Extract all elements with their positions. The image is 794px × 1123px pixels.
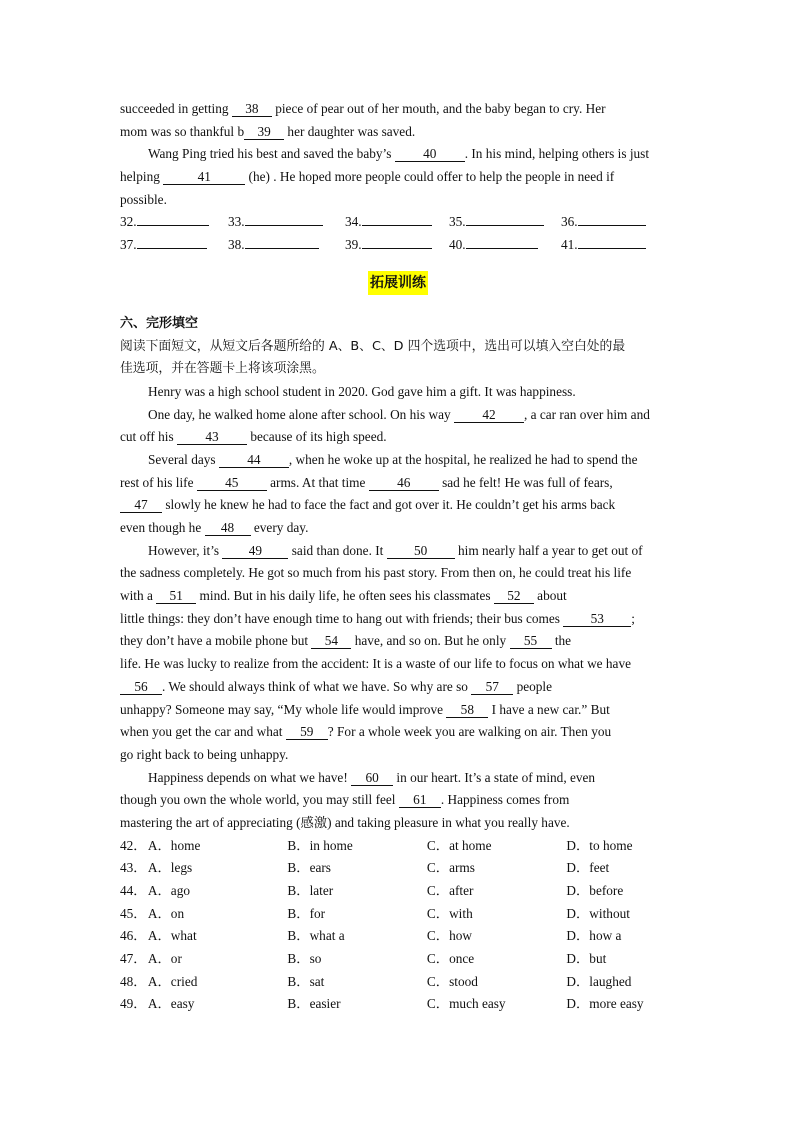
passage-line: even though he 48 every day.: [120, 520, 309, 536]
options-list: [120, 835, 676, 1017]
passage-line: Happiness depends on what we have! 60 in our heart. It’s a state of mind, even: [148, 769, 596, 785]
passage-line: succeeded in getting 38 piece of pear out of her mouth, and the baby began to cry. Her: [120, 101, 606, 116]
option-a[interactable]: A．home: [147, 837, 201, 853]
option-d[interactable]: D．without: [566, 905, 630, 921]
answer-blank[interactable]: 40.: [449, 234, 561, 257]
blank-38: 38: [232, 101, 272, 117]
option-d[interactable]: D．laughed: [566, 973, 632, 989]
option-b[interactable]: B．later: [287, 883, 334, 899]
passage-line: cut off his 43 because of its high speed.: [120, 429, 387, 445]
option-d[interactable]: D．more easy: [566, 996, 644, 1012]
answer-blank[interactable]: 37.: [120, 234, 228, 257]
option-b[interactable]: B．sat: [287, 973, 325, 989]
option-a[interactable]: A．what: [147, 928, 197, 944]
option-c[interactable]: C．once: [426, 951, 475, 967]
option-c[interactable]: C．at home: [426, 837, 492, 853]
blank-40: 40: [395, 146, 465, 162]
passage-line: with a 51 mind. But in his daily life, he often sees his classmates 52 about: [120, 588, 567, 604]
answer-blank[interactable]: 33.: [228, 211, 345, 234]
blank-39: 39: [244, 124, 284, 140]
passage-line: 47 slowly he knew he had to face the fact and got over it. He couldn’t get his arms back: [120, 494, 676, 517]
option-b[interactable]: B．so: [287, 951, 322, 967]
answer-blank[interactable]: 34.: [345, 211, 449, 234]
option-b[interactable]: B．easier: [287, 996, 341, 1012]
passage-line: unhappy? Someone may say, “My whole life would improve 58 I have a new car.” But: [120, 701, 610, 717]
option-c[interactable]: C．arms: [426, 860, 475, 876]
option-a[interactable]: A．cried: [147, 973, 198, 989]
cloze-passage: [120, 381, 676, 835]
question-number: 49．: [120, 996, 147, 1012]
instructions-line: 佳选项，并在答题卡上将该项涂黑。: [120, 361, 325, 377]
question-options: [120, 835, 676, 858]
question-number: 42．: [120, 837, 147, 853]
passage-line: when you get the car and what 59 ? For a whole week you are walking on air. Then you: [120, 724, 612, 740]
question-options: [120, 925, 676, 948]
option-a[interactable]: A．legs: [147, 860, 193, 876]
answer-blanks: [120, 211, 676, 256]
passage-line: go right back to being unhappy.: [120, 746, 289, 762]
question-number: 45．: [120, 905, 147, 921]
passage-line: Wang Ping tried his best and saved the baby’s 40 . In his mind, helping others is just: [148, 146, 650, 162]
blank-47: 47: [120, 497, 162, 513]
blank-42: 42: [454, 407, 524, 423]
answer-row: [120, 211, 676, 234]
blank-44: 44: [219, 452, 289, 468]
passage-line: helping 41 (he) . He hoped more people could offer to help the people in need if: [120, 169, 615, 185]
question-number: 48．: [120, 973, 147, 989]
answer-blank[interactable]: 41.: [561, 234, 661, 257]
option-c[interactable]: C．stood: [426, 973, 478, 989]
blank-48: 48: [205, 520, 251, 536]
option-a[interactable]: A．easy: [147, 996, 195, 1012]
question-options: [120, 993, 676, 1016]
option-a[interactable]: A．on: [147, 905, 185, 921]
passage-line: the sadness completely. He got so much from his past story. From then on, he could treat his life: [120, 565, 632, 581]
blank-41: 41: [163, 169, 245, 185]
option-b[interactable]: B．for: [287, 905, 326, 921]
question-number: 43．: [120, 860, 147, 876]
blank-57: 57: [471, 679, 513, 695]
answer-blank[interactable]: 35.: [449, 211, 561, 234]
option-c[interactable]: C．much easy: [426, 996, 506, 1012]
passage-line: 56 . We should always think of what we have. So why are so 57 people: [120, 676, 676, 699]
passage-line: mastering the art of appreciating (感激) and taking pleasure in what you really have.: [120, 814, 570, 830]
option-c[interactable]: C．how: [426, 928, 472, 944]
option-d[interactable]: D．feet: [566, 860, 610, 876]
blank-46: 46: [369, 475, 439, 491]
option-d[interactable]: D．before: [566, 883, 624, 899]
option-a[interactable]: A．ago: [147, 883, 191, 899]
section-heading: 拓展训练: [368, 271, 428, 295]
blank-51: 51: [156, 588, 196, 604]
question-options: [120, 857, 676, 880]
blank-43: 43: [177, 429, 247, 445]
passage-line: rest of his life 45 arms. At that time 46 sad he felt! He was full of fears,: [120, 474, 613, 490]
passage-line: However, it’s 49 said than done. It 50 him nearly half a year to get out of: [148, 542, 643, 558]
passage-line: they don’t have a mobile phone but 54 have, and so on. But he only 55 the: [120, 633, 572, 649]
heading-wrap: [120, 271, 676, 297]
blank-55: 55: [510, 633, 552, 649]
passage-line: Several days 44 , when he woke up at the hospital, he realized he had to spend the: [148, 451, 638, 467]
question-number: 46．: [120, 928, 147, 944]
option-d[interactable]: D．how a: [566, 928, 622, 944]
blank-50: 50: [387, 543, 455, 559]
option-b[interactable]: B．in home: [287, 837, 353, 853]
option-b[interactable]: B．ears: [287, 860, 331, 876]
option-d[interactable]: D．to home: [566, 837, 633, 853]
passage-line: possible.: [120, 191, 167, 207]
question-options: [120, 903, 676, 926]
blank-54: 54: [311, 633, 351, 649]
section-title: 六、完形填空: [120, 315, 199, 331]
question-options: [120, 948, 676, 971]
answer-row: [120, 234, 676, 257]
passage-line: life. He was lucky to realize from the accident: It is a waste of our life to focus on what we have: [120, 656, 632, 672]
option-c[interactable]: C．with: [426, 905, 473, 921]
blank-53: 53: [563, 611, 631, 627]
passage-line: though you own the whole world, you may still feel 61 . Happiness comes from: [120, 792, 570, 808]
document-page: [120, 98, 676, 1016]
answer-blank[interactable]: 39.: [345, 234, 449, 257]
blank-61: 61: [399, 792, 441, 808]
passage-line: One day, he walked home alone after school. On his way 42 , a car ran over him and: [148, 406, 650, 422]
answer-blank[interactable]: 38.: [228, 234, 345, 257]
answer-blank[interactable]: 32.: [120, 211, 228, 234]
question-options: [120, 880, 676, 903]
blank-52: 52: [494, 588, 534, 604]
blank-58: 58: [446, 702, 488, 718]
answer-blank[interactable]: 36.: [561, 211, 661, 234]
question-number: 47．: [120, 951, 147, 967]
question-number: 44．: [120, 883, 147, 899]
passage-line: little things: they don’t have enough time to hang out with friends; their bus comes 53 ;: [120, 610, 635, 626]
option-a[interactable]: A．or: [147, 951, 182, 967]
blank-60: 60: [351, 770, 393, 786]
blank-56: 56: [120, 679, 162, 695]
blank-49: 49: [222, 543, 288, 559]
option-c[interactable]: C．after: [426, 883, 474, 899]
blank-59: 59: [286, 724, 328, 740]
passage-line: Henry was a high school student in 2020. God gave him a gift. It was happiness.: [148, 383, 576, 399]
option-d[interactable]: D．but: [566, 951, 607, 967]
option-b[interactable]: B．what a: [287, 928, 345, 944]
blank-45: 45: [197, 475, 267, 491]
passage-line: mom was so thankful b 39 her daughter was saved.: [120, 123, 416, 139]
instructions-line: 阅读下面短文，从短文后各题所给的 A、B、C、D 四个选项中，选出可以填入空白处的最: [120, 338, 626, 354]
question-options: [120, 971, 676, 994]
top-passage: [120, 98, 676, 211]
